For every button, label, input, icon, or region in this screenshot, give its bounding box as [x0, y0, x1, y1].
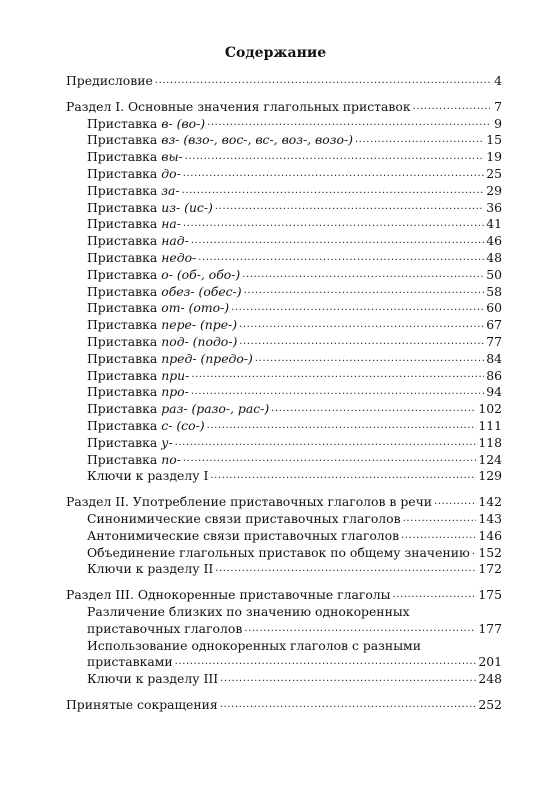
dot-leader [220, 698, 477, 714]
prefix-label: Приставка [87, 249, 158, 265]
dot-leader [472, 545, 477, 561]
toc-entry-text [87, 368, 189, 385]
prefix-label: Приставка [87, 300, 158, 316]
dot-leader [183, 217, 484, 233]
prefix-form: с- (со-) [161, 417, 205, 433]
prefix-form: за- [161, 182, 180, 198]
toc-page-number: 102 [478, 401, 502, 417]
toc-entry-prefix[interactable] [66, 435, 502, 452]
toc-entry-prefix[interactable] [66, 300, 502, 317]
section-1-items [66, 116, 502, 469]
dot-leader [215, 562, 476, 578]
toc-page-number: 58 [486, 283, 502, 299]
prefix-form: под- (подо-) [161, 333, 238, 349]
toc-section-3-heading[interactable] [66, 587, 502, 604]
dot-leader [434, 495, 476, 511]
toc-entry-prefix[interactable] [66, 384, 502, 401]
dot-leader [207, 419, 477, 435]
toc-page-number: 129 [478, 468, 502, 484]
prefix-label: Приставка [87, 233, 158, 249]
dot-leader [198, 251, 484, 267]
prefix-label: Приставка [87, 115, 158, 131]
toc-entry-prefix[interactable] [66, 250, 502, 267]
prefix-form: вы- [161, 149, 183, 165]
prefix-form: при- [161, 367, 190, 383]
toc-page-number: 50 [486, 266, 502, 282]
toc-page-number: 172 [478, 561, 502, 577]
prefix-label: Приставка [87, 367, 158, 383]
prefix-form: по- [161, 451, 181, 467]
toc-page-number: 36 [486, 199, 502, 215]
toc-entry-text [87, 183, 180, 200]
toc-page-number: 15 [486, 132, 502, 148]
prefix-label: Приставка [87, 350, 158, 366]
toc-entry-prefix[interactable] [66, 401, 502, 418]
dot-leader [244, 284, 485, 300]
toc-page-number: 248 [478, 671, 502, 687]
toc-entry-text: Ключи к разделу II [87, 561, 214, 577]
toc-entry-text [87, 149, 183, 166]
toc-page-number: 142 [478, 494, 502, 510]
dot-leader [239, 318, 484, 334]
dot-leader [244, 622, 476, 638]
toc-entry-keys-2[interactable] [66, 561, 502, 578]
dot-leader [413, 100, 490, 116]
dot-leader [185, 150, 484, 166]
toc-page-number: 46 [486, 233, 502, 249]
prefix-label: Приставка [87, 199, 158, 215]
prefix-form: о- (об-, обо-) [161, 266, 241, 282]
toc-entry-text [87, 300, 229, 317]
prefix-label: Приставка [87, 266, 158, 282]
toc-page-number: 4 [494, 73, 502, 88]
dot-leader [231, 301, 484, 317]
toc-page-number: 152 [478, 544, 502, 560]
toc-page-number: 177 [478, 620, 502, 636]
toc-entry-text-line1[interactable]: Использование однокоренных глаголов с разными [87, 637, 421, 653]
toc-entry[interactable] [66, 654, 502, 671]
dot-leader [401, 529, 476, 545]
toc-entry[interactable] [66, 528, 502, 545]
toc-entry-prefix[interactable] [66, 216, 502, 233]
prefix-label: Приставка [87, 401, 158, 417]
toc-page-number: 252 [478, 696, 502, 712]
prefix-label: Приставка [87, 317, 158, 333]
toc-page-number: 60 [486, 300, 502, 316]
toc-entry-keys-3[interactable] [66, 671, 502, 688]
toc-page-number: 118 [478, 434, 502, 450]
toc-entry-preface[interactable] [66, 73, 502, 90]
dot-leader [220, 672, 476, 688]
toc-entry-prefix[interactable] [66, 149, 502, 166]
prefix-form: от- (ото-) [161, 300, 230, 316]
toc-page-number: 29 [486, 182, 502, 198]
toc-entry-prefix[interactable] [66, 284, 502, 301]
dot-leader [255, 352, 484, 368]
toc-entry-text: Раздел II. Употребление приставочных глаголов в речи [66, 494, 433, 510]
prefix-label: Приставка [87, 216, 158, 232]
toc-entry[interactable] [66, 511, 502, 528]
toc-entry-text: Принятые сокращения [66, 696, 218, 712]
prefix-label: Приставка [87, 132, 158, 148]
toc-entry-prefix[interactable] [66, 317, 502, 334]
dot-leader [155, 74, 490, 90]
prefix-form: над- [161, 233, 189, 249]
toc-entry-text: приставками [87, 654, 173, 670]
toc-entry-text [87, 116, 205, 133]
prefix-label: Приставка [87, 384, 158, 400]
toc-page-number: 84 [486, 350, 502, 366]
toc-entry[interactable] [66, 545, 502, 562]
toc-entry-text [87, 132, 353, 149]
dot-leader [183, 452, 476, 468]
toc-entry-text [87, 401, 269, 418]
toc-entry-text: Раздел III. Однокоренные приставочные глаголы [66, 587, 391, 603]
dot-leader [191, 385, 484, 401]
page-title: Содержание [224, 45, 327, 61]
prefix-form: недо- [161, 249, 197, 265]
prefix-label: Приставка [87, 417, 158, 433]
prefix-label: Приставка [87, 283, 158, 299]
toc-page-number: 86 [486, 367, 502, 383]
dot-leader [355, 133, 484, 149]
toc-entry-prefix[interactable] [66, 351, 502, 368]
toc-entry-prefix[interactable] [66, 267, 502, 284]
toc-entry-text [87, 435, 173, 452]
dot-leader [403, 512, 477, 528]
toc-entry-text: приставочных глаголов [87, 620, 243, 636]
prefix-label: Приставка [87, 434, 158, 450]
toc-entry-text [87, 166, 181, 183]
prefix-form: до- [161, 165, 181, 181]
prefix-form: из- (ис-) [161, 199, 213, 215]
toc-entry-prefix[interactable] [66, 368, 502, 385]
toc-entry-text [87, 267, 240, 284]
toc-entry-prefix[interactable] [66, 418, 502, 435]
prefix-form: пред- (предо-) [161, 350, 253, 366]
toc-entry-text: Объединение глагольных приставок по общему значению [87, 544, 470, 560]
prefix-form: вз- (взо-, вос-, вс-, воз-, возо-) [161, 132, 353, 148]
prefix-label: Приставка [87, 451, 158, 467]
toc-page-number: 146 [478, 527, 502, 543]
prefix-form: пере- (пре-) [161, 317, 238, 333]
toc-page-number: 111 [478, 417, 502, 433]
toc-entry-text: Синонимические связи приставочных глаголов [87, 510, 401, 526]
toc-entry-text [87, 250, 196, 267]
prefix-label: Приставка [87, 165, 158, 181]
dot-leader [271, 402, 476, 418]
prefix-label: Приставка [87, 149, 158, 165]
toc-entry-text: Ключи к разделу III [87, 671, 219, 687]
toc-section-1-heading[interactable] [66, 99, 502, 116]
toc-entry-prefix[interactable] [66, 334, 502, 351]
prefix-form: у- [161, 434, 173, 450]
toc-page-number: 41 [486, 216, 502, 232]
toc-section-2-heading[interactable] [66, 494, 502, 511]
toc-entry-text: Ключи к разделу I [87, 468, 209, 484]
toc-page-number: 48 [486, 249, 502, 265]
prefix-form: обез- (обес-) [161, 283, 242, 299]
toc-entry-text [87, 200, 213, 217]
prefix-form: раз- (разо-, рас-) [161, 401, 270, 417]
dot-leader [210, 469, 476, 485]
toc-page-number: 9 [494, 115, 502, 131]
dot-leader [215, 200, 484, 216]
toc-entry-text [87, 233, 189, 250]
toc-entry-text [87, 384, 189, 401]
table-of-contents [66, 73, 502, 714]
toc-entry-prefix[interactable] [66, 132, 502, 149]
toc-page-number: 67 [486, 317, 502, 333]
toc-entry-prefix[interactable] [66, 200, 502, 217]
toc-entry-text: Предисловие [66, 73, 153, 88]
toc-entry-text [87, 284, 242, 301]
toc-entry[interactable] [66, 621, 502, 638]
toc-page-number: 201 [478, 654, 502, 670]
toc-page-number: 143 [478, 510, 502, 526]
prefix-form: в- (во-) [161, 115, 206, 131]
toc-entry-text: Антонимические связи приставочных глаголов [87, 527, 400, 543]
toc-entry-prefix[interactable] [66, 233, 502, 250]
toc-entry-text [87, 216, 181, 233]
toc-entry-text-line1[interactable]: Различение близких по значению однокоренных [87, 603, 410, 619]
dot-leader [191, 234, 484, 250]
toc-page-number: 77 [486, 333, 502, 349]
toc-entry-prefix[interactable] [66, 452, 502, 469]
prefix-form: про- [161, 384, 189, 400]
toc-page-number: 124 [478, 451, 502, 467]
toc-entry-text [87, 334, 237, 351]
prefix-label: Приставка [87, 333, 158, 349]
dot-leader [175, 655, 477, 671]
toc-entry-text [87, 418, 205, 435]
dot-leader [207, 116, 490, 132]
dot-leader [182, 184, 485, 200]
toc-entry-text [87, 317, 237, 334]
dot-leader [239, 335, 484, 351]
dot-leader [393, 588, 477, 604]
dot-leader [191, 368, 484, 384]
prefix-label: Приставка [87, 182, 158, 198]
dot-leader [242, 268, 484, 284]
toc-entry-prefix[interactable] [66, 183, 502, 200]
toc-entry-prefix[interactable] [66, 166, 502, 183]
toc-entry-abbreviations[interactable] [66, 697, 502, 714]
toc-entry-text: Раздел I. Основные значения глагольных приставок [66, 98, 411, 114]
prefix-form: на- [161, 216, 181, 232]
toc-entry-keys-1[interactable] [66, 468, 502, 485]
toc-page-number: 25 [486, 165, 502, 181]
toc-page-number: 94 [486, 384, 502, 400]
toc-page-number: 19 [486, 149, 502, 165]
toc-page-number: 7 [494, 98, 502, 114]
toc-entry-prefix[interactable] [66, 116, 502, 133]
toc-entry-text [87, 452, 181, 469]
toc-entry-text [87, 351, 253, 368]
dot-leader [183, 167, 484, 183]
toc-page-number: 175 [478, 587, 502, 603]
dot-leader [175, 436, 477, 452]
